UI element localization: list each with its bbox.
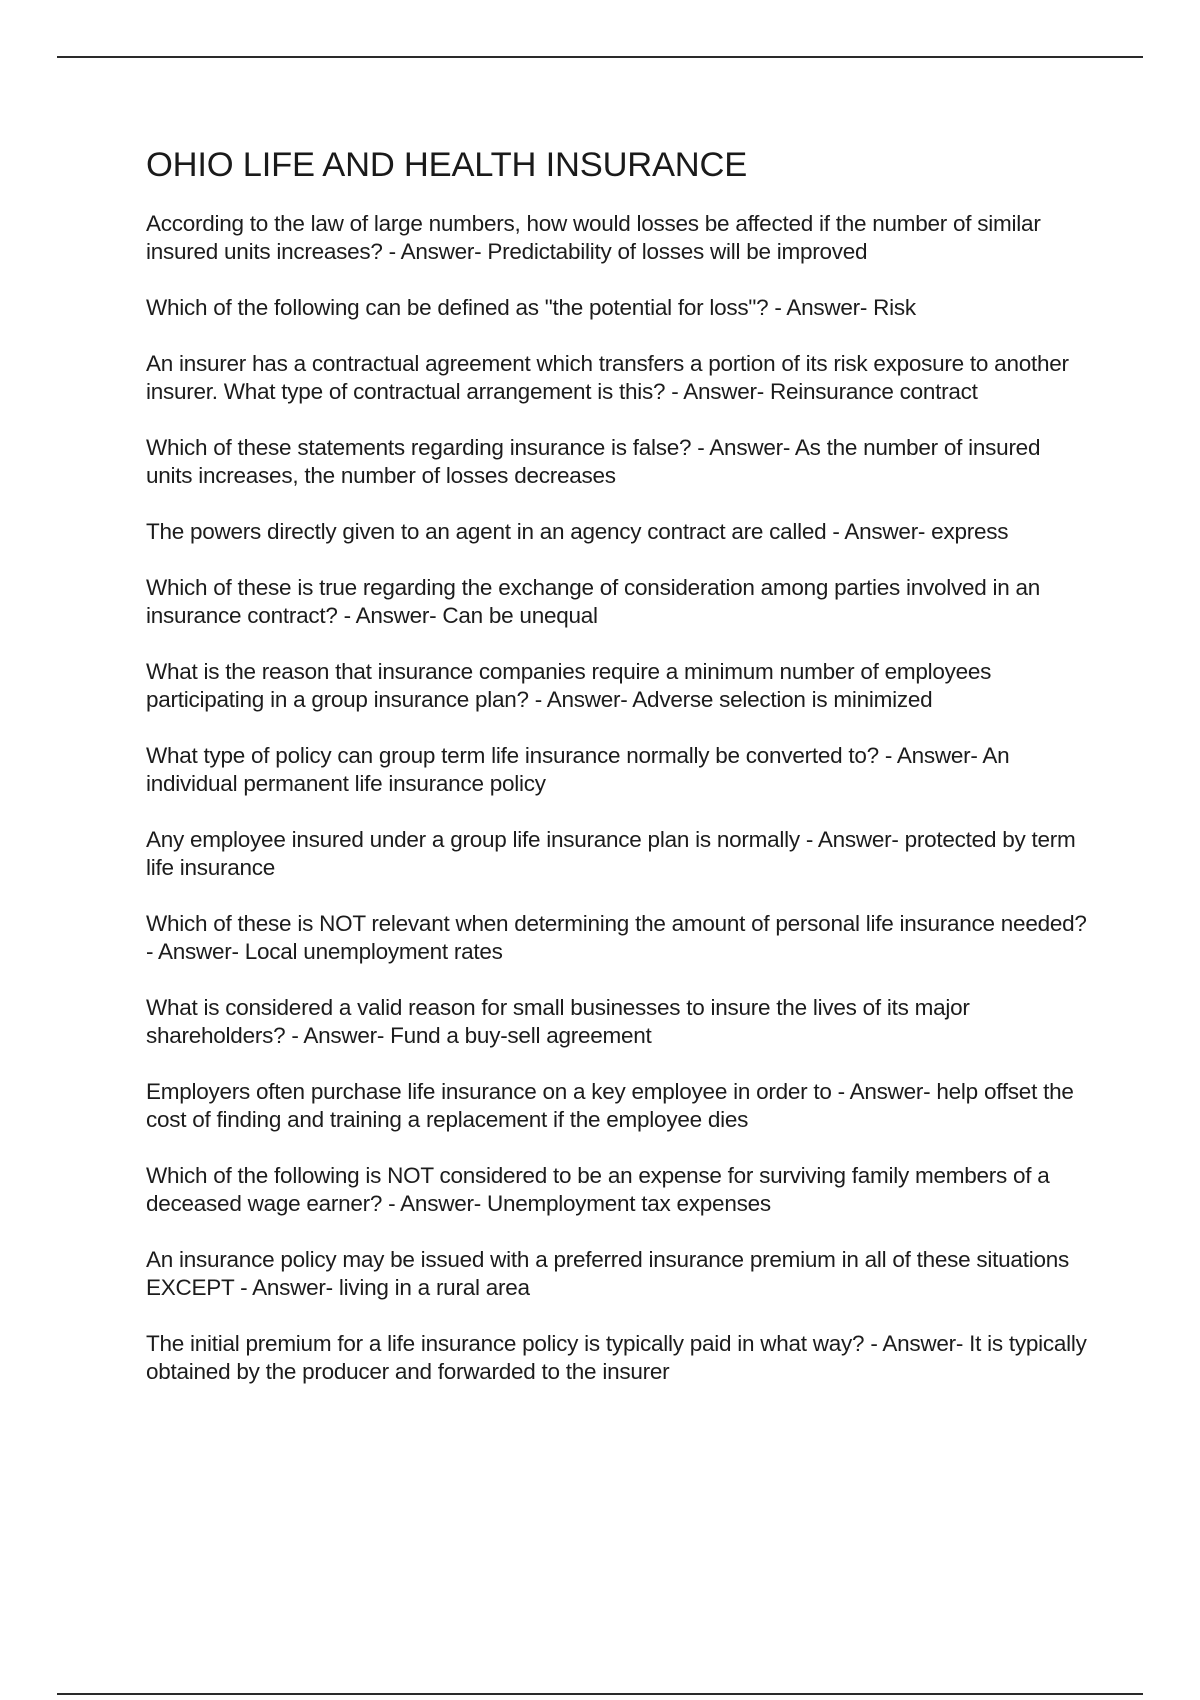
qa-item: What type of policy can group term life insurance normally be converted to? - Answer- An individual permanent life insurance policy (146, 743, 1010, 796)
qa-item: What is the reason that insurance companies require a minimum number of employees participating in a group insurance plan? - Answer- Adverse selection is minimized (146, 659, 992, 712)
qa-item: Which of the following can be defined as "the potential for loss"? - Answer- Risk (146, 295, 916, 320)
qa-item: The powers directly given to an agent in an agency contract are called - Answer- express (146, 519, 1009, 544)
qa-item: According to the law of large numbers, how would losses be affected if the number of similar insured units increases? - Answer- Predictability of losses will be improved (146, 211, 1041, 264)
bottom-divider (57, 1693, 1143, 1695)
qa-item: An insurance policy may be issued with a preferred insurance premium in all of these situations EXCEPT - Answer- living in a rural area (146, 1247, 1069, 1300)
qa-item: Which of these statements regarding insurance is false? - Answer- As the number of insured units increases, the number of losses decreases (146, 435, 1041, 488)
qa-item: Employers often purchase life insurance on a key employee in order to - Answer- help offset the cost of finding and training a replacement if the employee dies (146, 1079, 1074, 1132)
qa-item: Any employee insured under a group life insurance plan is normally - Answer- protected by term life insurance (146, 827, 1076, 880)
qa-list (146, 210, 1091, 1386)
qa-item: Which of these is true regarding the exchange of consideration among parties involved in an insurance contract? - Answer- Can be unequal (146, 575, 1041, 628)
qa-item: Which of these is NOT relevant when determining the amount of personal life insurance needed? - Answer- Local unemployment rates (146, 911, 1087, 964)
qa-item: What is considered a valid reason for small businesses to insure the lives of its major shareholders? - Answer- Fund a buy-sell agreement (146, 995, 970, 1048)
qa-item: An insurer has a contractual agreement which transfers a portion of its risk exposure to another insurer. What type of contractual arrangement is this? - Answer- Reinsurance contract (146, 351, 1069, 404)
qa-item: The initial premium for a life insurance policy is typically paid in what way? - Answer- It is typically obtained by the producer and forwarded to the insurer (146, 1331, 1087, 1384)
document-page (146, 143, 1091, 1414)
page-title: OHIO LIFE AND HEALTH INSURANCE (146, 146, 748, 184)
top-divider (57, 56, 1143, 58)
qa-item: Which of the following is NOT considered to be an expense for surviving family members of a deceased wage earner? - Answer- Unemployment tax expenses (146, 1163, 1050, 1216)
